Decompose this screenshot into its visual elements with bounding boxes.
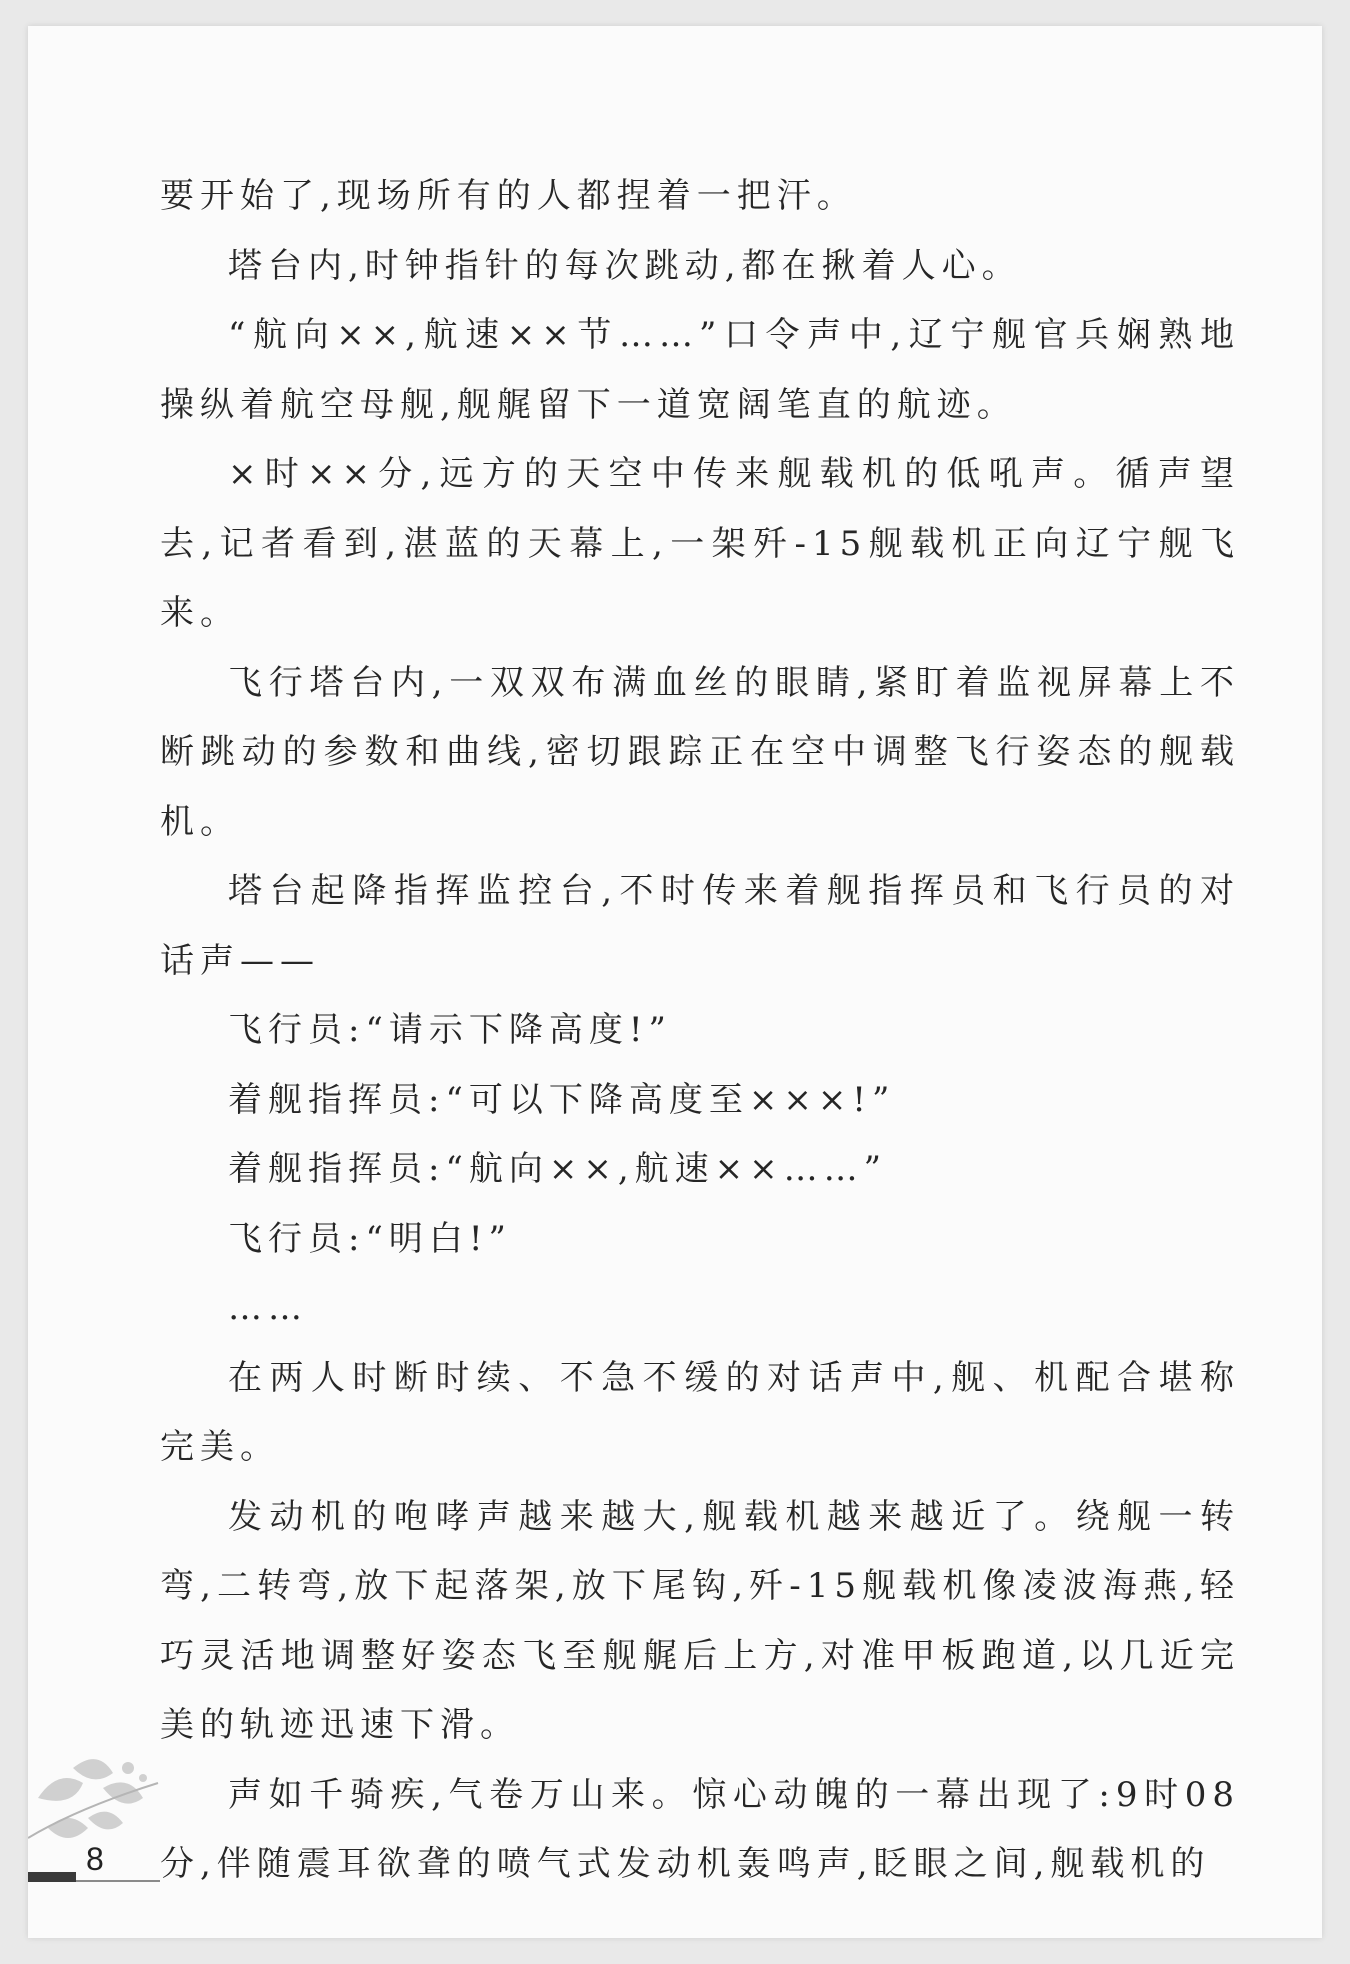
paragraph: 飞行塔台内,一双双布满血丝的眼睛,紧盯着监视屏幕上不断跳动的参数和曲线,密切跟踪正在空中调整飞行姿态的舰载机。	[160, 662, 1240, 842]
body-text	[160, 162, 1240, 1900]
dialog-line: 飞行员:“明白!”	[228, 1218, 512, 1259]
book-page	[28, 26, 1322, 1938]
footer-bar	[28, 1872, 76, 1882]
paragraph: “航向××,航速××节……”口令声中,辽宁舰官兵娴熟地操纵着航空母舰,舰艉留下一道宽阔笔直的航迹。	[160, 315, 1240, 425]
paragraph: 塔台内,时钟指针的每次跳动,都在揪着人心。	[228, 245, 1022, 286]
paragraph: 在两人时断时续、不急不缓的对话声中,舰、机配合堪称完美。	[160, 1357, 1240, 1467]
dialog-line: 着舰指挥员:“可以下降高度至×××!”	[228, 1079, 896, 1120]
paragraph: 发动机的咆哮声越来越大,舰载机越来越近了。绕舰一转弯,二转弯,放下起落架,放下尾钩,歼-15舰载机像凌波海燕,轻巧灵活地调整好姿态飞至舰艉后上方,对准甲板跑道,以几近完美的轨迹迅速下滑。	[160, 1496, 1240, 1745]
paragraph: ×时××分,远方的天空中传来舰载机的低吼声。循声望去,记者看到,湛蓝的天幕上,一架歼-15舰载机正向辽宁舰飞来。	[160, 454, 1240, 633]
page-number: 8	[86, 1841, 104, 1877]
footer-rule	[76, 1880, 160, 1882]
page-footer	[28, 1841, 168, 1886]
dialog-line: 飞行员:“请示下降高度!”	[228, 1010, 672, 1050]
paragraph: 声如千骑疾,气卷万山来。惊心动魄的一幕出现了:9时08分,伴随震耳欲聋的喷气式发动机轰鸣声,眨眼之间,舰载机的	[160, 1774, 1240, 1884]
paragraph: 要开始了,现场所有的人都捏着一把汗。	[160, 176, 857, 216]
dialog-line: 着舰指挥员:“航向××,航速××……”	[228, 1149, 887, 1189]
paragraph: 塔台起降指挥监控台,不时传来着舰指挥员和飞行员的对话声——	[160, 871, 1240, 981]
ellipsis-line: ……	[228, 1288, 308, 1328]
